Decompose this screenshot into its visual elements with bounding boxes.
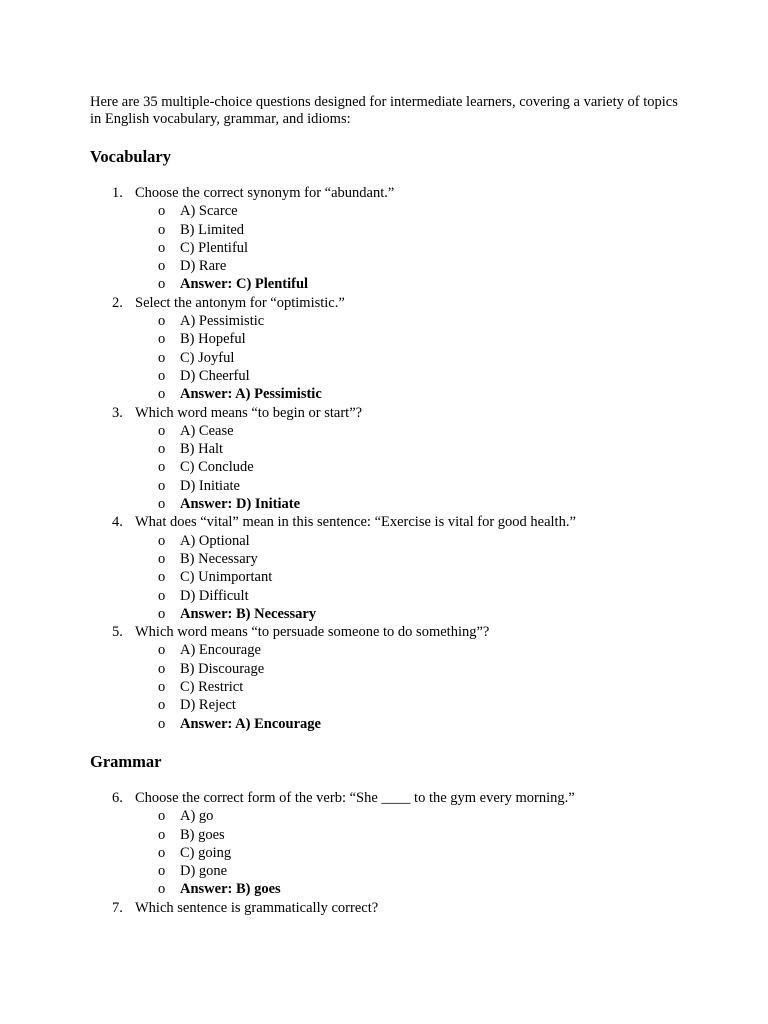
- option-item: [135, 641, 680, 659]
- option-text: B) Halt: [180, 441, 224, 458]
- option-list: [135, 422, 680, 513]
- option-text: D) Cheerful: [180, 367, 250, 384]
- option-item: [135, 532, 680, 550]
- answer-text: Answer: B) goes: [180, 881, 281, 898]
- option-text: A) Encourage: [180, 642, 261, 659]
- hollow-bullet-icon: o: [158, 569, 166, 586]
- question-item: [90, 899, 680, 917]
- question-text: Which word means “to begin or start”?: [135, 404, 363, 421]
- option-text: B) goes: [180, 826, 225, 843]
- question-item: [90, 404, 680, 514]
- hollow-bullet-icon: o: [158, 496, 166, 513]
- option-text: D) gone: [180, 863, 228, 880]
- section-heading-grammar: Grammar: [90, 751, 162, 771]
- option-item: [135, 221, 680, 239]
- hollow-bullet-icon: o: [158, 441, 166, 458]
- option-text: C) Unimportant: [180, 569, 273, 586]
- option-item: [135, 440, 680, 458]
- question-text: Choose the correct form of the verb: “She ____ to the gym every morning.”: [135, 789, 575, 806]
- hollow-bullet-icon: o: [158, 826, 166, 843]
- hollow-bullet-icon: o: [158, 349, 166, 366]
- question-text: Select the antonym for “optimistic.”: [135, 294, 345, 311]
- option-item: [135, 844, 680, 862]
- option-list: [135, 202, 680, 293]
- option-text: C) Joyful: [180, 349, 235, 366]
- option-text: C) going: [180, 844, 232, 861]
- hollow-bullet-icon: o: [158, 203, 166, 220]
- option-text: C) Plentiful: [180, 239, 249, 256]
- question-number: 1.: [112, 185, 123, 201]
- question-number: 5.: [112, 624, 123, 641]
- option-item: [135, 550, 680, 568]
- option-text: A) go: [180, 808, 214, 825]
- hollow-bullet-icon: o: [158, 808, 166, 825]
- answer-text: Answer: A) Pessimistic: [180, 386, 322, 403]
- hollow-bullet-icon: o: [158, 367, 166, 384]
- hollow-bullet-icon: o: [158, 605, 166, 622]
- option-item: [135, 807, 680, 825]
- hollow-bullet-icon: o: [158, 422, 166, 439]
- question-number: 7.: [112, 899, 123, 916]
- hollow-bullet-icon: o: [158, 258, 166, 275]
- hollow-bullet-icon: o: [158, 697, 166, 714]
- hollow-bullet-icon: o: [158, 587, 166, 604]
- option-item: [135, 202, 680, 220]
- hollow-bullet-icon: o: [158, 386, 166, 403]
- option-text: B) Necessary: [180, 550, 258, 567]
- hollow-bullet-icon: o: [158, 532, 166, 549]
- option-item: [135, 330, 680, 348]
- option-text: A) Optional: [180, 532, 250, 549]
- option-list: [135, 532, 680, 623]
- option-item: [135, 257, 680, 275]
- section-heading-vocabulary: Vocabulary: [90, 147, 171, 166]
- option-text: B) Discourage: [180, 660, 265, 677]
- option-text: B) Hopeful: [180, 331, 246, 348]
- hollow-bullet-icon: o: [158, 660, 166, 677]
- option-item: [135, 660, 680, 678]
- hollow-bullet-icon: o: [158, 679, 166, 696]
- question-number: 2.: [112, 294, 123, 311]
- question-item: [90, 294, 680, 404]
- option-item: [135, 367, 680, 385]
- hollow-bullet-icon: o: [158, 331, 166, 348]
- option-text: D) Difficult: [180, 587, 249, 604]
- hollow-bullet-icon: o: [158, 276, 166, 293]
- option-item: [135, 568, 680, 586]
- option-item: [135, 826, 680, 844]
- hollow-bullet-icon: o: [158, 239, 166, 256]
- answer-text: Answer: D) Initiate: [180, 496, 301, 513]
- option-list: [135, 641, 680, 732]
- question-number: 6.: [112, 789, 123, 806]
- hollow-bullet-icon: o: [158, 863, 166, 880]
- hollow-bullet-icon: o: [158, 477, 166, 494]
- option-text: C) Conclude: [180, 459, 254, 476]
- question-number: 4.: [112, 514, 123, 531]
- answer-item: [135, 495, 680, 513]
- option-text: A) Cease: [180, 422, 234, 439]
- option-text: D) Rare: [180, 258, 227, 275]
- answer-text: Answer: B) Necessary: [180, 605, 317, 622]
- question-item: [90, 513, 680, 623]
- hollow-bullet-icon: o: [158, 881, 166, 898]
- hollow-bullet-icon: o: [158, 642, 166, 659]
- option-item: [135, 312, 680, 330]
- hollow-bullet-icon: o: [158, 221, 166, 238]
- hollow-bullet-icon: o: [158, 313, 166, 330]
- option-item: [135, 862, 680, 880]
- document-page: [90, 94, 680, 917]
- intro-paragraph: Here are 35 multiple-choice questions designed for intermediate learners, covering a variety of topics in English vocabulary, grammar, and idioms:: [90, 94, 678, 127]
- hollow-bullet-icon: o: [158, 715, 166, 732]
- question-item: [90, 623, 680, 733]
- question-item: [90, 789, 680, 899]
- option-item: [135, 239, 680, 257]
- option-text: D) Reject: [180, 697, 236, 714]
- answer-item: [135, 275, 680, 293]
- option-list: [135, 807, 680, 898]
- question-text: Which sentence is grammatically correct?: [135, 899, 379, 916]
- question-text: Choose the correct synonym for “abundant.”: [135, 185, 395, 201]
- option-text: B) Limited: [180, 221, 245, 238]
- question-list-vocabulary: [90, 184, 680, 733]
- option-item: [135, 422, 680, 440]
- answer-text: Answer: A) Encourage: [180, 715, 321, 732]
- hollow-bullet-icon: o: [158, 459, 166, 476]
- answer-item: [135, 605, 680, 623]
- option-item: [135, 458, 680, 476]
- option-item: [135, 678, 680, 696]
- question-text: What does “vital” mean in this sentence: “Exercise is vital for good health.”: [135, 514, 576, 531]
- option-text: A) Pessimistic: [180, 313, 265, 330]
- option-text: A) Scarce: [180, 203, 238, 220]
- question-text: Which word means “to persuade someone to do something”?: [135, 624, 490, 641]
- answer-item: [135, 880, 680, 898]
- hollow-bullet-icon: o: [158, 550, 166, 567]
- option-text: C) Restrict: [180, 679, 244, 696]
- question-list-grammar: [90, 789, 680, 917]
- answer-text: Answer: C) Plentiful: [180, 276, 309, 293]
- option-item: [135, 587, 680, 605]
- option-item: [135, 477, 680, 495]
- option-list: [135, 312, 680, 403]
- question-item: [90, 184, 680, 294]
- option-text: D) Initiate: [180, 477, 240, 494]
- option-item: [135, 349, 680, 367]
- option-item: [135, 696, 680, 714]
- answer-item: [135, 715, 680, 733]
- question-number: 3.: [112, 404, 123, 421]
- answer-item: [135, 385, 680, 403]
- hollow-bullet-icon: o: [158, 844, 166, 861]
- sections-container: [90, 147, 680, 917]
